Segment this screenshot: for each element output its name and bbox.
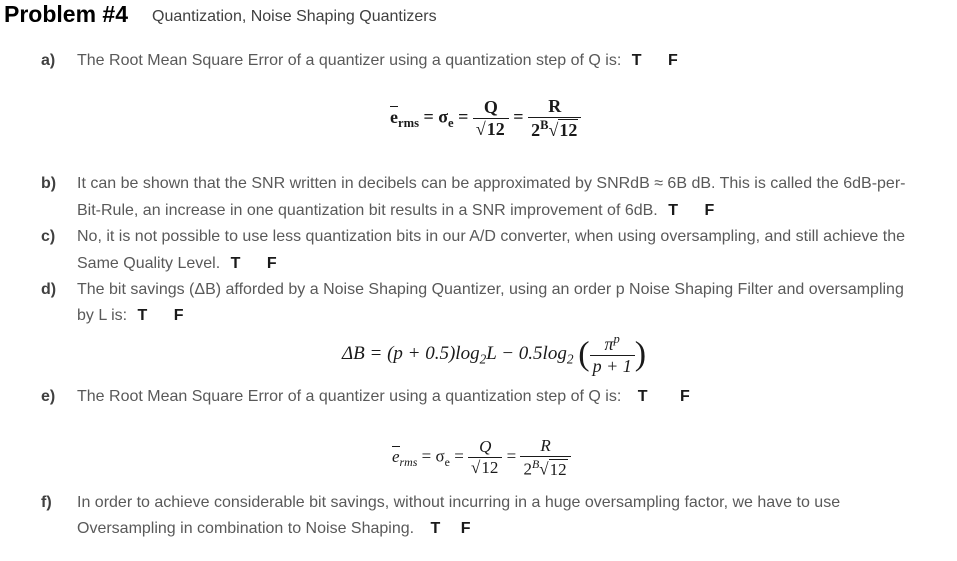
item-b-line-1: It can be shown that the SNR written in decibels can be approximated by SNRdB ≈ 6B dB. This is called the 6dB-per-: [77, 175, 906, 192]
item-c-true[interactable]: T: [230, 255, 241, 272]
item-f-line-1: In order to achieve considerable bit savings, without incurring in a huge oversampling factor, we have to use: [77, 494, 841, 511]
problem-title: Problem #4: [4, 1, 128, 27]
item-c-line-1: No, it is not possible to use less quantization bits in our A/D converter, when using oversampling, and still achieve the: [77, 228, 906, 245]
item-f-text: Oversampling in combination to Noise Shaping.: [77, 520, 415, 537]
item-e-text: The Root Mean Square Error of a quantizer using a quantization step of Q is:: [77, 388, 622, 405]
item-f-line-2: [77, 520, 471, 538]
item-d-line-2: [77, 307, 184, 325]
rms-equation-1: $e_{rms} = \sigma_e$ = $\frac{Q}{√12}$ = $\frac{R}{2^B√12}$: [390, 96, 581, 141]
item-b-letter: b): [41, 175, 57, 192]
item-f-true[interactable]: T: [430, 520, 441, 537]
item-e-false[interactable]: F: [680, 388, 690, 405]
item-e-letter: e): [41, 388, 56, 405]
item-b-false[interactable]: F: [704, 202, 715, 219]
item-c-false[interactable]: F: [266, 255, 277, 272]
item-e-line-1: [77, 388, 690, 406]
item-b-text: Bit-Rule, an increase in one quantization bit results in a SNR improvement of 6dB.: [77, 202, 658, 219]
item-e-true[interactable]: T: [637, 388, 648, 405]
item-d-true[interactable]: T: [137, 307, 148, 324]
item-a-text: The Root Mean Square Error of a quantizer using a quantization step of Q is:: [77, 52, 622, 69]
item-a-letter: a): [41, 52, 56, 69]
item-c-letter: c): [41, 228, 56, 245]
item-d-text: by L is:: [77, 307, 128, 324]
bit-savings-equation: $\Delta B = (p + 0.5)\log_2L - 0.5\log_2$ ( $\frac{\pi^p}{p + 1}$ ): [342, 332, 647, 376]
fraction-r: $\frac{R}{2^B√12}$: [528, 96, 581, 141]
item-d-line-1: The bit savings (ΔB) afforded by a Noise Shaping Quantizer, using an order p Noise Shaping Filter and oversampling: [77, 281, 904, 298]
item-b-line-2: [77, 202, 714, 220]
item-a-false[interactable]: F: [668, 52, 678, 69]
item-f-letter: f): [41, 494, 52, 511]
item-d-false[interactable]: F: [173, 307, 184, 324]
item-a-true[interactable]: T: [631, 52, 642, 69]
item-f-false[interactable]: F: [460, 520, 471, 537]
item-a-line-1: [77, 52, 678, 70]
rms-equation-2: $e_{rms} = \sigma_e$ = $\frac{Q}{√12}$ = $\frac{R}{2^B√12}$: [392, 436, 571, 480]
item-c-text: Same Quality Level.: [77, 255, 221, 272]
e-bar: e: [390, 106, 398, 127]
item-c-line-2: [77, 255, 277, 273]
fraction-q: $\frac{Q}{√12}$: [473, 97, 509, 140]
problem-subtitle: Quantization, Noise Shaping Quantizers: [152, 8, 437, 25]
item-d-letter: d): [41, 281, 57, 298]
item-b-true[interactable]: T: [668, 202, 678, 219]
